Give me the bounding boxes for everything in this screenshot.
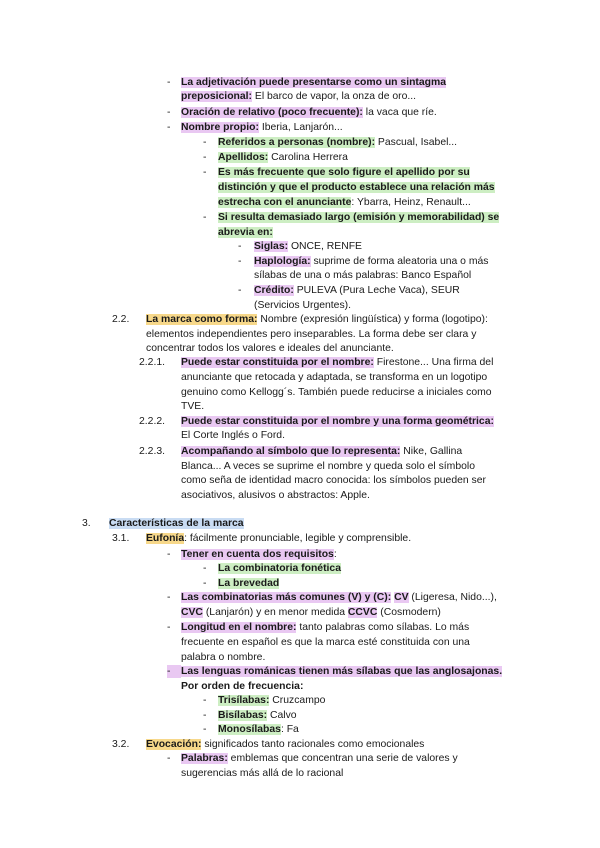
text-line [181, 445, 462, 458]
text-span: emblemas que concentran una serie de valores y [227, 753, 458, 764]
highlighted-term: Referidos a personas (nombre): [218, 137, 376, 148]
text-line [181, 636, 470, 649]
highlighted-term: La brevedad [218, 578, 280, 589]
highlighted-term: abrevia en: [218, 227, 273, 238]
text-line [218, 181, 495, 194]
text-span: la vaca que ríe. [362, 107, 437, 118]
text-line [218, 196, 471, 209]
text-line [146, 313, 488, 326]
text-span: : fácilmente pronunciable, legible y comprensible. [184, 533, 412, 544]
text-line [181, 371, 487, 384]
text-line [146, 342, 394, 355]
text-line [181, 90, 416, 103]
list-number: 3. [82, 518, 91, 529]
text-line [254, 269, 471, 282]
text-line [181, 429, 285, 442]
bullet-dash: - [203, 137, 207, 148]
highlighted-term: Bisílabas: [218, 710, 268, 721]
highlighted-term: Las combinatorias más comunes (V) y (C): [181, 592, 392, 603]
text-span: asociativos, alusivos o abstractos: Apple. [181, 490, 370, 501]
text-line [181, 460, 475, 473]
highlighted-term: Eufonía [146, 533, 185, 544]
text-line [218, 709, 297, 722]
highlighted-term: Monosílabas [218, 724, 281, 735]
text-span: Carolina Herrera [268, 152, 348, 163]
text-line [254, 299, 351, 312]
highlighted-term: Puede estar constituida por el nombre y una forma geométrica: [181, 416, 494, 427]
bullet-dash: - [167, 549, 171, 560]
text-line [181, 606, 441, 619]
bullet-dash: - [167, 753, 171, 764]
bullet-dash: - [167, 665, 181, 678]
highlighted-term: Palabras: [181, 753, 228, 764]
text-span: concentrar todos los valores e ideales del anunciante. [146, 343, 394, 354]
highlighted-term: Oración de relativo (poco frecuente): [181, 107, 363, 118]
highlighted-term: CV [394, 592, 409, 603]
text-line [218, 151, 348, 164]
text-span: suprime de forma aleatoria una o más [310, 256, 489, 267]
list-number: 3.2. [112, 739, 130, 750]
bullet-dash: - [238, 256, 242, 267]
highlighted-term: Trisílabas: [218, 695, 270, 706]
highlighted-term: La marca como forma: [146, 314, 258, 325]
text-line [181, 665, 502, 678]
highlighted-term: Las lenguas románicas tienen más sílabas que las anglosajonas. [181, 666, 503, 677]
text-span: Nombre (expresión lingüística) y forma (logotipo): [257, 314, 488, 325]
text-line [254, 240, 362, 253]
bullet-dash: - [203, 724, 207, 735]
text-line [218, 226, 273, 239]
text-span: (Cosmodern) [377, 607, 441, 618]
text-line [181, 386, 492, 399]
highlighted-term: estrecha con el anunciante [218, 197, 352, 208]
text-span: : Fa [280, 724, 299, 735]
text-line [146, 738, 424, 751]
text-span: sugerencias más allá de lo racional [181, 768, 344, 779]
highlighted-term: Tener en cuenta dos requisitos [181, 549, 334, 560]
bullet-dash: - [238, 241, 242, 252]
highlighted-term: distinción y que el producto establece una relación más [218, 182, 495, 193]
text-line [181, 76, 446, 89]
bullet-dash: - [203, 710, 207, 721]
text-span: Firestone... Una firma del [373, 357, 494, 368]
text-line [218, 694, 325, 707]
text-line [181, 651, 265, 664]
text-span: : [333, 549, 337, 560]
highlighted-term: Puede estar constituida por el nombre: [181, 357, 374, 368]
text-line [181, 474, 486, 487]
highlighted-term: Haplología: [254, 256, 311, 267]
highlighted-term: Longitud en el nombre: [181, 622, 297, 633]
text-line [218, 723, 299, 736]
text-span: PULEVA (Pura Leche Vaca), SEUR [293, 285, 460, 296]
highlighted-term: Crédito: [254, 285, 294, 296]
bullet-dash: - [203, 152, 207, 163]
text-line [218, 211, 499, 224]
highlighted-term: Acompañando al símbolo que lo representa: [181, 446, 401, 457]
text-span: tanto palabras como sílabas. Lo más [296, 622, 470, 633]
text-line [181, 621, 469, 634]
text-line [181, 591, 497, 604]
bullet-dash: - [203, 167, 207, 178]
text-line [218, 166, 470, 179]
highlighted-term: Nombre propio: [181, 122, 259, 133]
text-line [218, 562, 341, 575]
text-span: : Ybarra, Heinz, Renault... [351, 197, 471, 208]
text-span: sílabas de una o más palabras: Banco Español [254, 270, 472, 281]
text-span: palabra o nombre. [181, 652, 266, 663]
highlighted-term: preposicional: [181, 91, 253, 102]
text-span: Blanca... A veces se suprime el nombre y queda solo el símbolo [181, 461, 475, 472]
highlighted-term: Siglas: [254, 241, 289, 252]
text-line [218, 577, 279, 590]
highlighted-term: Apellidos: [218, 152, 269, 163]
bullet-dash: - [167, 622, 171, 633]
text-line [181, 415, 494, 428]
text-line [254, 284, 460, 297]
text-line [254, 255, 488, 268]
text-line [109, 517, 244, 530]
text-line [181, 356, 493, 369]
list-number: 2.2.2. [139, 416, 165, 427]
text-line [146, 328, 476, 341]
highlighted-term: Evocación: [146, 739, 202, 750]
text-span: Iberia, Lanjarón... [258, 122, 343, 133]
bullet-dash: - [203, 578, 207, 589]
text-span: Por orden de frecuencia: [181, 681, 304, 692]
highlighted-term: CVC [181, 607, 203, 618]
text-span: frecuente en español es que la marca esté constituida con una [181, 637, 470, 648]
bullet-dash: - [203, 212, 207, 223]
highlighted-term: Es más frecuente que solo figure el apellido por su [218, 167, 470, 178]
text-span: El barco de vapor, la onza de oro... [252, 91, 417, 102]
text-span: Pascual, Isabel... [375, 137, 458, 148]
text-line [181, 489, 370, 502]
text-span: Nike, Gallina [400, 446, 463, 457]
text-line [181, 767, 343, 780]
bullet-dash: - [167, 107, 171, 118]
text-line [181, 680, 303, 693]
list-number: 2.2.1. [139, 357, 165, 368]
bullet-dash: - [167, 122, 171, 133]
text-line [181, 106, 437, 119]
text-line [181, 121, 343, 134]
text-span: como seña de identidad macro conocida: los símbolos pueden ser [181, 475, 486, 486]
highlighted-term: Características de la marca [109, 518, 244, 529]
text-line [146, 532, 411, 545]
highlighted-term: La combinatoria fonética [218, 563, 341, 574]
list-number: 2.2.3. [139, 446, 165, 457]
highlighted-term: Si resulta demasiado largo (emisión y memorabilidad) se [218, 212, 500, 223]
text-span: (Lanjarón) y en menor medida [202, 607, 348, 618]
text-span: (Servicios Urgentes). [254, 300, 352, 311]
bullet-dash: - [238, 285, 242, 296]
text-line [181, 752, 458, 765]
text-span: ONCE, RENFE [288, 241, 362, 252]
text-span: genuino como Kellogg´s. También puede reducirse a iniciales como [181, 387, 492, 398]
highlighted-term: CCVC [347, 607, 378, 618]
text-line [181, 400, 204, 413]
text-span: Cruzcampo [269, 695, 326, 706]
list-number: 3.1. [112, 533, 130, 544]
bullet-dash: - [167, 592, 171, 603]
highlighted-term: La adjetivación puede presentarse como un sintagma [181, 77, 447, 88]
text-span: anunciante que retocada y adaptada, se transforma en un logotipo [181, 372, 488, 383]
text-span: (Ligeresa, Nido...), [408, 592, 497, 603]
text-span: TVE. [181, 401, 205, 412]
text-span: Calvo [267, 710, 297, 721]
text-span: El Corte Inglés o Ford. [181, 430, 285, 441]
text-line [181, 548, 337, 561]
bullet-dash: - [167, 77, 171, 88]
bullet-dash: - [203, 695, 207, 706]
text-line [218, 136, 457, 149]
text-span: significados tanto racionales como emocionales [201, 739, 425, 750]
bullet-dash: - [203, 563, 207, 574]
list-number: 2.2. [112, 314, 130, 325]
text-span: elementos independientes pero inseparables. La forma debe ser clara y [146, 329, 477, 340]
